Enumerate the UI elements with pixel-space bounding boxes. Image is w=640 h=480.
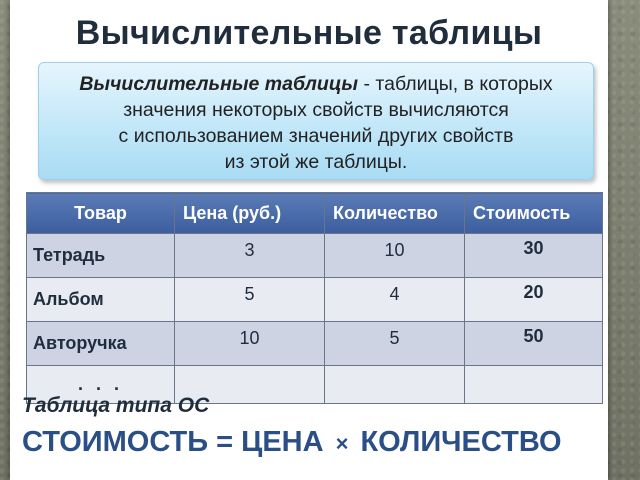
cell-price: 3 xyxy=(175,234,325,278)
header-quantity: Количество xyxy=(325,193,465,234)
cell-empty xyxy=(465,366,603,404)
definition-text xyxy=(39,71,593,175)
definition-line-1-rest: - таблицы, в которых xyxy=(358,73,553,95)
definition-line-2: значения некоторых свойств вычисляются xyxy=(123,99,509,121)
table-row xyxy=(27,234,603,278)
cell-ellipsis: . . . xyxy=(27,366,175,404)
cell-quantity: 10 xyxy=(325,234,465,278)
header-price: Цена (руб.) xyxy=(175,193,325,234)
table-row xyxy=(27,278,603,322)
definition-line-3: с использованием значений других свойств xyxy=(118,125,514,147)
table-type-caption: Таблица типа ОС xyxy=(22,394,210,417)
cell-quantity: 5 xyxy=(325,322,465,366)
formula-left: СТОИМОСТЬ = ЦЕНА xyxy=(22,426,324,458)
slide-title: Вычислительные таблицы xyxy=(75,14,543,52)
definition-line-1 xyxy=(39,71,593,97)
cell-product: Альбом xyxy=(27,278,175,322)
cell-cost: 50 xyxy=(465,322,603,366)
table-header-row xyxy=(27,193,603,234)
cell-quantity: 4 xyxy=(325,278,465,322)
cell-product: Тетрадь xyxy=(27,234,175,278)
cell-cost: 20 xyxy=(465,278,603,322)
products-table xyxy=(26,192,603,404)
header-cost: Стоимость xyxy=(465,193,603,234)
cell-cost: 30 xyxy=(465,234,603,278)
cell-price: 10 xyxy=(175,322,325,366)
slide xyxy=(10,0,608,480)
cost-formula xyxy=(22,426,562,459)
cell-product: Авторучка xyxy=(27,322,175,366)
definition-term: Вычислительные таблицы xyxy=(79,73,359,95)
formula-right: КОЛИЧЕСТВО xyxy=(360,426,562,458)
header-product: Товар xyxy=(27,193,175,234)
multiply-operator: × xyxy=(335,431,349,456)
definition-box xyxy=(38,62,594,180)
cell-price: 5 xyxy=(175,278,325,322)
table-row xyxy=(27,322,603,366)
definition-line-4: из этой же таблицы. xyxy=(224,151,408,173)
cell-empty xyxy=(325,366,465,404)
